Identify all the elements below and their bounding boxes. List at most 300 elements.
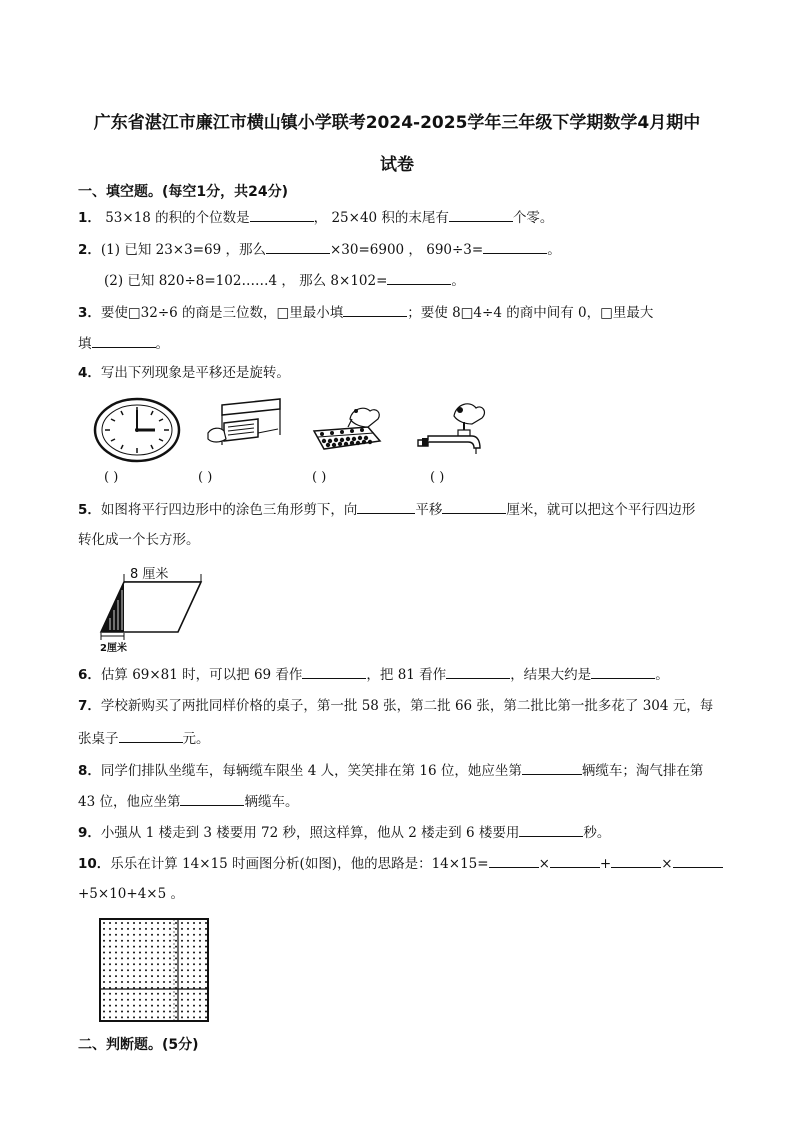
- grid-dot: [169, 987, 171, 989]
- grid-dot: [139, 934, 141, 936]
- grid-dot: [133, 981, 135, 983]
- grid-dot: [133, 934, 135, 936]
- grid-dot: [181, 922, 183, 924]
- grid-dot: [193, 963, 195, 965]
- grid-dot: [121, 975, 123, 977]
- grid-dot: [109, 975, 111, 977]
- grid-dot: [121, 1005, 123, 1007]
- grid-dot: [109, 934, 111, 936]
- grid-dot: [163, 922, 165, 924]
- grid-dot: [205, 952, 207, 954]
- answer-blank[interactable]: [250, 207, 314, 222]
- grid-dot: [199, 1005, 201, 1007]
- grid-dot: [169, 1005, 171, 1007]
- answer-blank[interactable]: [673, 853, 723, 868]
- grid-dot: [121, 934, 123, 936]
- grid-dot: [169, 999, 171, 1001]
- grid-dot: [103, 922, 105, 924]
- grid-dot: [115, 987, 117, 989]
- grid-dot: [163, 1011, 165, 1013]
- grid-dot: [145, 928, 147, 930]
- grid-dot: [115, 969, 117, 971]
- grid-dot: [163, 946, 165, 948]
- grid-dot: [127, 940, 129, 942]
- grid-dot: [169, 940, 171, 942]
- grid-dot: [157, 946, 159, 948]
- grid-dot: [145, 1005, 147, 1007]
- grid-dot: [127, 981, 129, 983]
- grid-dot: [139, 952, 141, 954]
- grid-dot: [115, 993, 117, 995]
- grid-dot: [181, 1005, 183, 1007]
- grid-dot: [193, 940, 195, 942]
- grid-dot: [181, 987, 183, 989]
- grid-dot: [127, 1011, 129, 1013]
- grid-dot: [145, 934, 147, 936]
- grid-dot: [139, 1005, 141, 1007]
- question-9: 9．小强从 1 楼走到 3 楼要用 72 秒，照这样算，他从 2 楼走到 6 楼要用 秒。: [78, 822, 610, 842]
- grid-dot: [187, 1011, 189, 1013]
- grid-dot: [151, 957, 153, 959]
- grid-dot: [103, 946, 105, 948]
- grid-dot: [145, 957, 147, 959]
- grid-dot: [199, 987, 201, 989]
- grid-dot: [109, 963, 111, 965]
- grid-dot: [193, 975, 195, 977]
- grid-dot: [157, 1016, 159, 1018]
- grid-dot: [151, 969, 153, 971]
- grid-dot: [163, 993, 165, 995]
- grid-dot: [169, 922, 171, 924]
- grid-dot: [127, 922, 129, 924]
- grid-dot: [157, 993, 159, 995]
- grid-dot: [151, 946, 153, 948]
- grid-dot: [115, 963, 117, 965]
- figure-label-top: 8 厘米: [130, 567, 169, 582]
- grid-dot: [163, 928, 165, 930]
- grid-dot: [187, 952, 189, 954]
- grid-dot: [187, 993, 189, 995]
- answer-blank[interactable]: [446, 664, 510, 679]
- grid-dot: [103, 963, 105, 965]
- question-8-line-2: 43 位，他应坐第 辆缆车。: [78, 791, 298, 811]
- grid-dot: [127, 928, 129, 930]
- grid-dot: [103, 1011, 105, 1013]
- grid-dot: [181, 981, 183, 983]
- grid-dot: [145, 952, 147, 954]
- grid-dot: [169, 981, 171, 983]
- answer-blank[interactable]: [180, 791, 244, 806]
- grid-dot: [175, 922, 177, 924]
- grid-dot: [169, 963, 171, 965]
- grid-dot: [145, 1011, 147, 1013]
- answer-blank[interactable]: [92, 333, 156, 348]
- grid-dot: [139, 999, 141, 1001]
- grid-dot: [163, 969, 165, 971]
- grid-dot: [181, 963, 183, 965]
- grid-dot: [121, 969, 123, 971]
- grid-dot: [193, 928, 195, 930]
- grid-dot: [205, 993, 207, 995]
- grid-dot: [103, 1005, 105, 1007]
- grid-dot: [133, 999, 135, 1001]
- grid-dot: [187, 957, 189, 959]
- answer-paren[interactable]: ( ): [104, 470, 119, 485]
- grid-dot: [193, 952, 195, 954]
- grid-dot: [151, 993, 153, 995]
- grid-dot: [205, 940, 207, 942]
- dot-grid-figure: [99, 918, 211, 1024]
- answer-paren[interactable]: ( ): [312, 470, 327, 485]
- grid-dot: [109, 952, 111, 954]
- grid-dot: [145, 922, 147, 924]
- grid-dot: [205, 987, 207, 989]
- grid-dot: [139, 981, 141, 983]
- grid-dot: [133, 957, 135, 959]
- grid-dot: [193, 922, 195, 924]
- grid-dot: [157, 999, 159, 1001]
- grid-dot: [139, 969, 141, 971]
- grid-dot: [151, 975, 153, 977]
- grid-dot: [193, 987, 195, 989]
- answer-blank[interactable]: [266, 239, 330, 254]
- grid-dot: [115, 946, 117, 948]
- grid-dot: [109, 940, 111, 942]
- grid-dot: [205, 969, 207, 971]
- grid-dot: [115, 1016, 117, 1018]
- grid-dot: [199, 1011, 201, 1013]
- grid-dot: [157, 922, 159, 924]
- grid-dot: [127, 999, 129, 1001]
- abacus-image: [308, 397, 388, 457]
- grid-dot: [199, 963, 201, 965]
- grid-dot: [163, 957, 165, 959]
- grid-dot: [175, 975, 177, 977]
- grid-dot: [199, 969, 201, 971]
- grid-dot: [127, 952, 129, 954]
- grid-dot: [133, 975, 135, 977]
- grid-dot: [103, 928, 105, 930]
- question-3-line-2: 填 。: [78, 333, 169, 353]
- grid-dot: [145, 987, 147, 989]
- grid-dot: [145, 981, 147, 983]
- grid-dot: [205, 999, 207, 1001]
- grid-dot: [145, 975, 147, 977]
- grid-dot: [145, 940, 147, 942]
- grid-dot: [175, 969, 177, 971]
- grid-dot: [151, 1016, 153, 1018]
- grid-dot: [187, 987, 189, 989]
- grid-dot: [193, 1016, 195, 1018]
- grid-dot: [181, 969, 183, 971]
- grid-dot: [205, 981, 207, 983]
- grid-dot: [103, 981, 105, 983]
- grid-dot: [121, 999, 123, 1001]
- grid-dot: [109, 993, 111, 995]
- grid-dot: [205, 922, 207, 924]
- grid-dot: [169, 1011, 171, 1013]
- grid-dot: [103, 969, 105, 971]
- grid-dot: [127, 946, 129, 948]
- grid-dot: [145, 946, 147, 948]
- grid-dot: [205, 963, 207, 965]
- answer-blank[interactable]: [522, 760, 582, 775]
- grid-dot: [199, 1016, 201, 1018]
- grid-dot: [121, 1016, 123, 1018]
- grid-dot: [121, 1011, 123, 1013]
- grid-dot: [133, 1005, 135, 1007]
- grid-dot: [187, 981, 189, 983]
- grid-dot: [109, 1005, 111, 1007]
- grid-dot: [157, 957, 159, 959]
- grid-dot: [121, 952, 123, 954]
- grid-dot: [169, 969, 171, 971]
- grid-dot: [157, 975, 159, 977]
- grid-dot: [181, 928, 183, 930]
- answer-blank[interactable]: [119, 728, 183, 743]
- grid-dot: [109, 969, 111, 971]
- grid-dot: [103, 957, 105, 959]
- grid-dot: [133, 969, 135, 971]
- grid-dot: [133, 946, 135, 948]
- grid-dot: [127, 969, 129, 971]
- answer-blank[interactable]: [519, 822, 583, 837]
- grid-dot: [175, 999, 177, 1001]
- answer-paren[interactable]: ( ): [198, 470, 213, 485]
- question-5-line-2: 转化成一个长方形。: [78, 532, 200, 548]
- grid-dot: [121, 946, 123, 948]
- grid-dot: [187, 946, 189, 948]
- grid-dot: [133, 922, 135, 924]
- grid-dot: [199, 946, 201, 948]
- grid-dot: [193, 969, 195, 971]
- answer-blank[interactable]: [591, 664, 655, 679]
- grid-dot: [175, 957, 177, 959]
- grid-dot: [145, 963, 147, 965]
- grid-dot: [187, 969, 189, 971]
- grid-dot: [193, 999, 195, 1001]
- grid-dot: [157, 952, 159, 954]
- grid-dot: [157, 934, 159, 936]
- grid-dot: [151, 922, 153, 924]
- grid-dot: [181, 934, 183, 936]
- question-10-line-2: +5×10+4×5 。: [78, 886, 184, 902]
- answer-blank[interactable]: [357, 499, 415, 514]
- section-heading-true-false: 二、判断题。(5分): [78, 1037, 199, 1053]
- grid-dot: [151, 1005, 153, 1007]
- grid-dot: [175, 993, 177, 995]
- grid-dot: [163, 952, 165, 954]
- grid-dot: [115, 1005, 117, 1007]
- figure-label-bottom: 2厘米: [100, 643, 127, 654]
- grid-dot: [145, 993, 147, 995]
- grid-dot: [103, 987, 105, 989]
- grid-dot: [109, 981, 111, 983]
- answer-blank[interactable]: [449, 207, 513, 222]
- question-8: 8．同学们排队坐缆车，每辆缆车限坐 4 人，笑笑排在第 16 位，她应坐第 辆缆车；淘气排在第: [78, 760, 703, 780]
- grid-dot: [199, 922, 201, 924]
- drawer-image: [202, 397, 282, 457]
- grid-dot: [181, 1016, 183, 1018]
- grid-dot: [181, 940, 183, 942]
- grid-dot: [199, 993, 201, 995]
- grid-dot: [109, 987, 111, 989]
- grid-dot: [199, 999, 201, 1001]
- grid-dot: [109, 928, 111, 930]
- grid-dot: [109, 999, 111, 1001]
- grid-dot: [163, 975, 165, 977]
- grid-dot: [139, 957, 141, 959]
- grid-dot: [193, 1011, 195, 1013]
- grid-dot: [151, 928, 153, 930]
- grid-dot: [205, 1016, 207, 1018]
- grid-dot: [121, 993, 123, 995]
- grid-dot: [115, 952, 117, 954]
- grid-dot: [103, 940, 105, 942]
- answer-blank[interactable]: [343, 302, 407, 317]
- grid-dot: [127, 975, 129, 977]
- grid-dot: [133, 1016, 135, 1018]
- answer-blank[interactable]: [483, 239, 547, 254]
- grid-dot: [133, 940, 135, 942]
- grid-dot: [145, 1016, 147, 1018]
- grid-dot: [103, 1016, 105, 1018]
- grid-dot: [175, 1016, 177, 1018]
- grid-dot: [205, 928, 207, 930]
- grid-dot: [115, 940, 117, 942]
- grid-dot: [139, 987, 141, 989]
- question-6: 6．估算 69×81 时，可以把 69 看作 ，把 81 看作 ，结果大约是 。: [78, 664, 669, 684]
- grid-dot: [121, 940, 123, 942]
- question-7: 7．学校新购买了两批同样价格的桌子，第一批 58 张，第二批 66 张，第二批比第一批多花了 304 元，每: [78, 698, 714, 714]
- grid-dot: [151, 987, 153, 989]
- grid-dot: [199, 952, 201, 954]
- grid-dot: [127, 993, 129, 995]
- grid-dot: [139, 1011, 141, 1013]
- grid-dot: [199, 975, 201, 977]
- grid-dot: [121, 922, 123, 924]
- grid-dot: [133, 928, 135, 930]
- grid-dot: [175, 987, 177, 989]
- grid-dot: [157, 928, 159, 930]
- grid-dot: [169, 975, 171, 977]
- grid-dot: [103, 934, 105, 936]
- grid-dot: [151, 940, 153, 942]
- grid-dot: [163, 981, 165, 983]
- faucet-image: [414, 394, 494, 460]
- grid-dot: [187, 922, 189, 924]
- grid-dot: [181, 999, 183, 1001]
- grid-dot: [127, 987, 129, 989]
- grid-dot: [157, 963, 159, 965]
- grid-dot: [187, 1005, 189, 1007]
- grid-dot: [205, 957, 207, 959]
- grid-dot: [163, 963, 165, 965]
- grid-dot: [127, 1016, 129, 1018]
- answer-blank[interactable]: [611, 853, 661, 868]
- grid-dot: [115, 975, 117, 977]
- answer-blank[interactable]: [550, 853, 600, 868]
- grid-dot: [103, 999, 105, 1001]
- grid-dot: [109, 922, 111, 924]
- grid-dot: [103, 952, 105, 954]
- grid-dot: [115, 928, 117, 930]
- grid-dot: [193, 957, 195, 959]
- grid-dot: [181, 957, 183, 959]
- grid-dot: [205, 1005, 207, 1007]
- grid-dot: [175, 934, 177, 936]
- grid-dot: [175, 952, 177, 954]
- grid-dot: [109, 1016, 111, 1018]
- grid-dot: [169, 1016, 171, 1018]
- grid-dot: [169, 928, 171, 930]
- grid-dot: [151, 1011, 153, 1013]
- grid-dot: [139, 922, 141, 924]
- grid-dot: [121, 963, 123, 965]
- grid-dot: [163, 1005, 165, 1007]
- answer-blank[interactable]: [442, 499, 506, 514]
- grid-dot: [205, 975, 207, 977]
- grid-dot: [133, 987, 135, 989]
- grid-dot: [169, 946, 171, 948]
- grid-dot: [163, 1016, 165, 1018]
- answer-blank[interactable]: [489, 853, 539, 868]
- grid-dot: [133, 993, 135, 995]
- grid-dot: [199, 928, 201, 930]
- grid-dot: [121, 987, 123, 989]
- answer-blank[interactable]: [387, 270, 451, 285]
- answer-paren[interactable]: ( ): [430, 470, 445, 485]
- grid-dot: [133, 1011, 135, 1013]
- grid-dot: [181, 952, 183, 954]
- question-5: 5．如图将平行四边形中的涂色三角形剪下，向 平移 厘米，就可以把这个平行四边形: [78, 499, 695, 519]
- grid-dot: [187, 999, 189, 1001]
- grid-dot: [127, 957, 129, 959]
- grid-dot: [175, 946, 177, 948]
- grid-dot: [133, 952, 135, 954]
- grid-dot: [175, 981, 177, 983]
- grid-dot: [139, 946, 141, 948]
- grid-dot: [109, 1011, 111, 1013]
- grid-dot: [175, 940, 177, 942]
- grid-dot: [181, 975, 183, 977]
- question-10: 10．乐乐在计算 14×15 时画图分析(如图)，他的思路是：14×15= × + ×: [78, 853, 723, 873]
- grid-dot: [163, 940, 165, 942]
- grid-dot: [157, 940, 159, 942]
- question-4: 4．写出下列现象是平移还是旋转。: [78, 365, 290, 381]
- grid-dot: [205, 1011, 207, 1013]
- grid-dot: [121, 928, 123, 930]
- grid-dot: [157, 987, 159, 989]
- grid-dot: [139, 940, 141, 942]
- grid-dot: [151, 963, 153, 965]
- grid-dot: [175, 928, 177, 930]
- grid-dot: [193, 993, 195, 995]
- grid-dot: [151, 934, 153, 936]
- grid-dot: [109, 946, 111, 948]
- grid-dot: [115, 934, 117, 936]
- grid-dot: [199, 934, 201, 936]
- grid-dot: [193, 1005, 195, 1007]
- grid-dot: [151, 981, 153, 983]
- grid-dot: [193, 934, 195, 936]
- answer-blank[interactable]: [302, 664, 366, 679]
- page-title-continued: 试卷: [380, 155, 414, 175]
- grid-dot: [187, 928, 189, 930]
- grid-dot: [151, 999, 153, 1001]
- grid-dot: [163, 934, 165, 936]
- grid-dot: [139, 928, 141, 930]
